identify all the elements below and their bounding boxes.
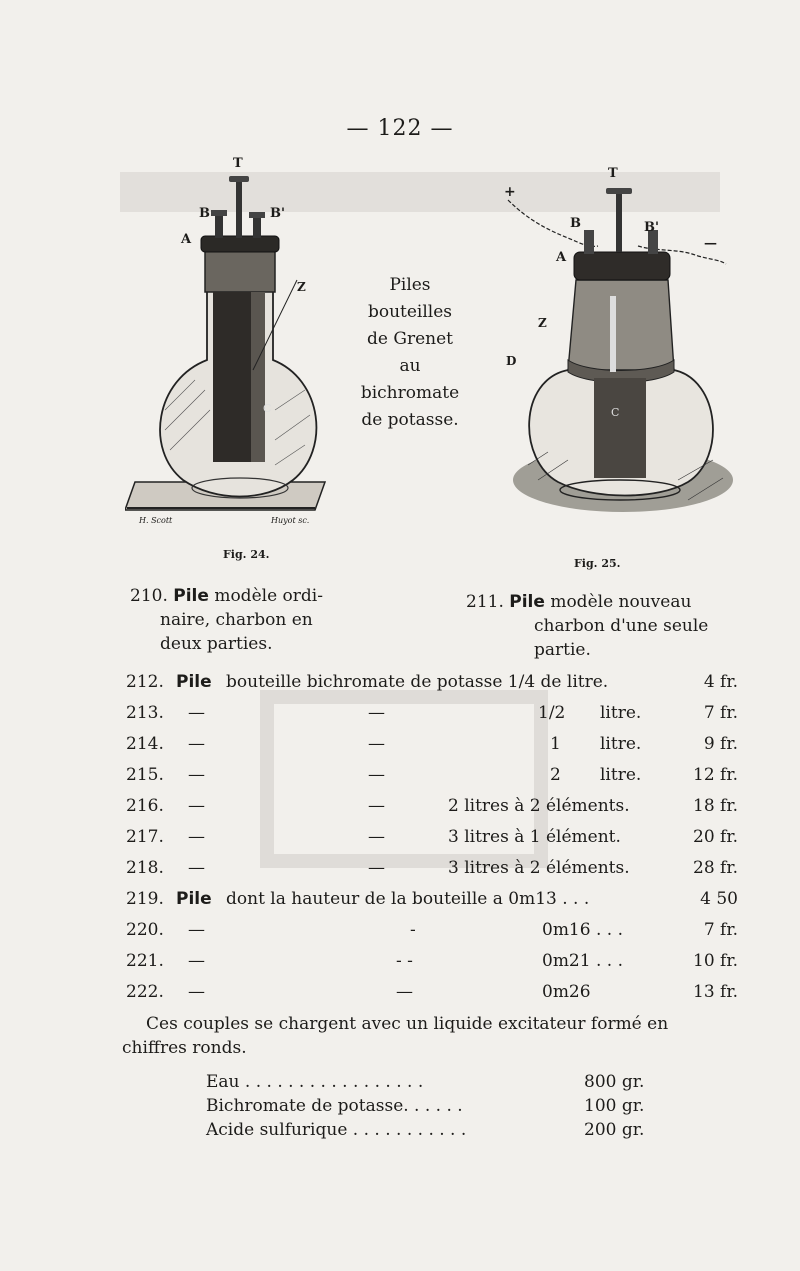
engraver-left: H. Scott bbox=[139, 516, 173, 525]
row-number: 218. bbox=[126, 858, 164, 878]
ditto-mark: — bbox=[368, 703, 385, 723]
item-number: 211. bbox=[466, 592, 504, 612]
figures-title bbox=[340, 272, 480, 434]
price-row-212 bbox=[126, 667, 738, 697]
row-price: 7 fr. bbox=[703, 920, 738, 940]
row-price: 18 fr. bbox=[693, 796, 738, 816]
label-C: C bbox=[263, 402, 272, 415]
row-name: Pile bbox=[176, 672, 212, 692]
label-B-prime: B' bbox=[270, 206, 285, 221]
price-row-214 bbox=[126, 729, 738, 759]
price-row-216 bbox=[126, 791, 738, 821]
row-description: 3 litres à 2 éléments. bbox=[448, 858, 630, 878]
price-row-215 bbox=[126, 760, 738, 790]
row-description: 3 litres à 1 élément. bbox=[448, 827, 621, 847]
ditto-mark: — bbox=[368, 734, 385, 754]
ditto-mark: — bbox=[188, 796, 205, 816]
model-211-description bbox=[466, 590, 746, 662]
row-price: 28 fr. bbox=[693, 858, 738, 878]
ingredient-quantity: 200 gr. bbox=[584, 1120, 645, 1140]
row-quantity: 1 bbox=[550, 734, 561, 754]
label-T: T bbox=[233, 156, 243, 171]
label-C: C bbox=[611, 406, 620, 419]
row-description: 2 litres à 2 éléments. bbox=[448, 796, 630, 816]
model-211-line1 bbox=[466, 590, 746, 614]
ingredient-row-bichromate bbox=[206, 1094, 656, 1118]
row-quantity: 1/2 bbox=[538, 703, 566, 723]
title-line: de potasse. bbox=[361, 410, 459, 430]
ingredient-row-water bbox=[206, 1070, 656, 1094]
model-210-line2: naire, charbon en bbox=[160, 610, 313, 630]
battery-bottle-illustration bbox=[125, 150, 345, 540]
price-row-220 bbox=[126, 915, 738, 945]
page-number: — 122 — bbox=[346, 116, 454, 141]
price-row-221 bbox=[126, 946, 738, 976]
model-210-line1 bbox=[130, 584, 380, 608]
row-unit: litre. bbox=[600, 734, 642, 754]
paragraph-line: chiffres ronds. bbox=[122, 1038, 247, 1058]
ditto-mark: — bbox=[188, 765, 205, 785]
row-price: 7 fr. bbox=[703, 703, 738, 723]
row-description: 0m26 bbox=[542, 982, 591, 1002]
row-unit: litre. bbox=[600, 765, 642, 785]
ditto-mark: — bbox=[368, 765, 385, 785]
label-D: D bbox=[506, 354, 517, 368]
row-price: 12 fr. bbox=[693, 765, 738, 785]
price-row-219 bbox=[126, 884, 738, 914]
item-text: modèle nouveau bbox=[550, 592, 692, 612]
row-price: 4 fr. bbox=[703, 672, 738, 692]
row-text: dont la hauteur de la bouteille a 0m13 . . . bbox=[226, 889, 590, 909]
ditto-mark: — bbox=[188, 734, 205, 754]
row-number: 217. bbox=[126, 827, 164, 847]
figure-24-caption: Fig. 24. bbox=[223, 548, 270, 561]
row-text: bouteille bichromate de potasse 1/4 de litre. bbox=[226, 672, 609, 692]
ditto-mark: - - bbox=[396, 951, 413, 971]
title-line: de Grenet bbox=[367, 329, 453, 349]
label-A: A bbox=[556, 250, 567, 265]
ditto-mark: — bbox=[396, 982, 413, 1002]
ingredient-name: Acide sulfurique . . . . . . . . . . . bbox=[206, 1120, 467, 1140]
ditto-mark: — bbox=[188, 920, 205, 940]
item-number: 210. bbox=[130, 586, 168, 606]
battery-bottle-illustration-2 bbox=[498, 160, 738, 560]
ditto-mark: — bbox=[368, 827, 385, 847]
ditto-mark: — bbox=[368, 858, 385, 878]
title-line: Piles bbox=[389, 275, 431, 295]
title-line: bouteilles bbox=[367, 302, 453, 322]
model-211-line3: partie. bbox=[534, 640, 591, 660]
row-number: 221. bbox=[126, 951, 164, 971]
row-price: 20 fr. bbox=[693, 827, 738, 847]
row-price: 10 fr. bbox=[693, 951, 738, 971]
row-number: 216. bbox=[126, 796, 164, 816]
ingredient-quantity: 100 gr. bbox=[584, 1096, 645, 1116]
ingredient-name: Eau . . . . . . . . . . . . . . . . . bbox=[206, 1072, 424, 1092]
ditto-mark: - bbox=[410, 920, 416, 940]
model-210-line3: deux parties. bbox=[160, 634, 273, 654]
title-line: au bbox=[399, 356, 421, 376]
figure-25 bbox=[498, 160, 738, 580]
figure-24 bbox=[125, 150, 345, 570]
figure-25-caption: Fig. 25. bbox=[574, 557, 621, 570]
item-name: Pile bbox=[509, 592, 545, 612]
row-number: 222. bbox=[126, 982, 164, 1002]
ditto-mark: — bbox=[188, 982, 205, 1002]
title-line: bichromate bbox=[360, 383, 460, 403]
ditto-mark: — bbox=[188, 703, 205, 723]
row-price: 4 50 bbox=[700, 889, 738, 909]
price-row-217 bbox=[126, 822, 738, 852]
item-text: modèle ordi- bbox=[214, 586, 323, 606]
row-unit: litre. bbox=[600, 703, 642, 723]
price-row-213 bbox=[126, 698, 738, 728]
row-number: 219. bbox=[126, 889, 164, 909]
liquid-paragraph bbox=[122, 1012, 742, 1060]
label-plus: + bbox=[504, 184, 516, 200]
label-Z: Z bbox=[538, 316, 547, 330]
row-price: 9 fr. bbox=[703, 734, 738, 754]
label-B-prime: B' bbox=[644, 220, 659, 235]
label-T: T bbox=[608, 166, 618, 181]
price-row-218 bbox=[126, 853, 738, 883]
row-number: 212. bbox=[126, 672, 164, 692]
price-row-222 bbox=[126, 977, 738, 1007]
ingredient-name: Bichromate de potasse. . . . . . bbox=[206, 1096, 463, 1116]
label-A: A bbox=[181, 232, 192, 247]
label-B: B bbox=[199, 206, 210, 221]
ditto-mark: — bbox=[368, 796, 385, 816]
label-B: B bbox=[570, 216, 581, 231]
item-name: Pile bbox=[173, 586, 209, 606]
engraver-right: Huyot sc. bbox=[271, 516, 310, 525]
label-minus: — bbox=[704, 236, 717, 251]
model-211-line2: charbon d'une seule bbox=[534, 616, 709, 636]
row-number: 220. bbox=[126, 920, 164, 940]
row-number: 213. bbox=[126, 703, 164, 723]
row-number: 214. bbox=[126, 734, 164, 754]
ingredient-row-acid bbox=[206, 1118, 656, 1142]
paragraph-line: Ces couples se chargent avec un liquide excitateur formé en bbox=[146, 1014, 669, 1034]
row-description: 0m21 . . . bbox=[542, 951, 623, 971]
row-price: 13 fr. bbox=[693, 982, 738, 1002]
ditto-mark: — bbox=[188, 951, 205, 971]
ditto-mark: — bbox=[188, 858, 205, 878]
row-number: 215. bbox=[126, 765, 164, 785]
label-Z: Z bbox=[297, 280, 306, 294]
ditto-mark: — bbox=[188, 827, 205, 847]
ingredient-quantity: 800 gr. bbox=[584, 1072, 645, 1092]
row-description: 0m16 . . . bbox=[542, 920, 623, 940]
row-quantity: 2 bbox=[550, 765, 561, 785]
model-210-description bbox=[130, 584, 380, 656]
row-name: Pile bbox=[176, 889, 212, 909]
